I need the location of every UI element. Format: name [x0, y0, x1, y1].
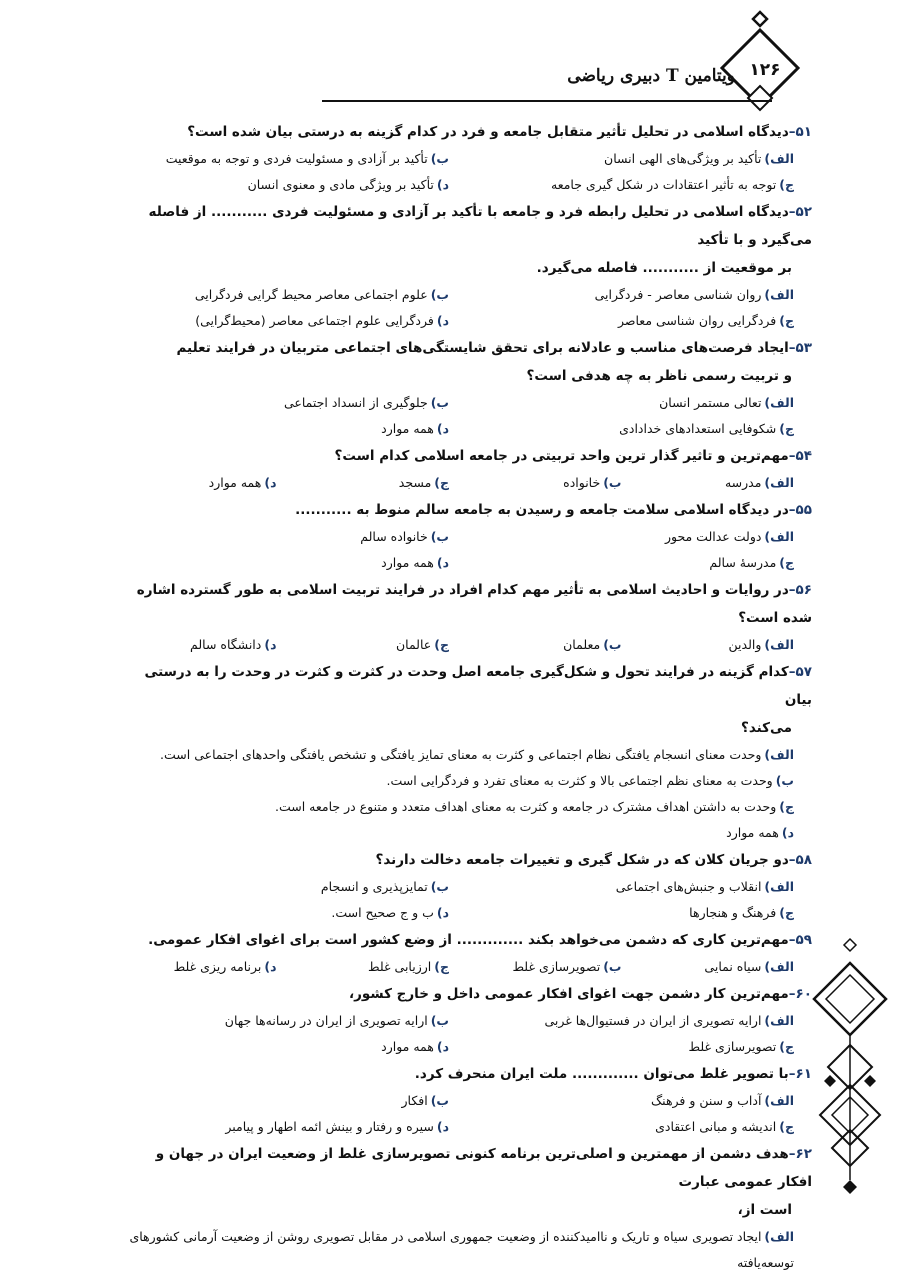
- option-label: ب): [603, 475, 622, 490]
- option-text: خانواده سالم: [360, 529, 428, 544]
- option-label: ج): [434, 475, 449, 490]
- option-label: ب): [603, 959, 622, 974]
- answer-option: [122, 900, 467, 926]
- page-header: [0, 0, 900, 110]
- option-text: وحدت به معنای نظم اجتماعی بالا و کثرت به معنای تفرد و فردگرایی است.: [386, 773, 773, 788]
- option-text: سیره و رفتار و بینش ائمه اطهار و پیامبر: [225, 1119, 434, 1134]
- answer-option: [467, 390, 812, 416]
- question-line: است از،: [737, 1202, 792, 1218]
- question-block: [122, 926, 812, 980]
- question-text: [122, 1060, 812, 1088]
- option-label: ج): [779, 177, 794, 192]
- option-label: ب): [603, 637, 622, 652]
- option-label: د): [436, 421, 449, 436]
- option-text: تأکید بر ویژگی مادی و معنوی انسان: [247, 177, 434, 192]
- question-number: ۵۴–: [788, 448, 812, 464]
- option-text: تصویرسازی غلط: [688, 1039, 777, 1054]
- question-line: می‌کند؟: [740, 720, 792, 736]
- option-label: الف): [764, 1013, 794, 1028]
- option-label: الف): [764, 637, 794, 652]
- answer-option: [122, 794, 812, 820]
- question-block: [122, 198, 812, 334]
- options-group: [122, 1224, 812, 1276]
- option-text: علوم اجتماعی معاصر محیط گرایی فردگرایی: [194, 287, 428, 302]
- option-text: مدرسهٔ سالم: [709, 555, 777, 570]
- option-text: عالمان: [395, 637, 432, 652]
- answer-option: [467, 550, 812, 576]
- option-text: همه موارد: [381, 1039, 434, 1054]
- options-group: [122, 1008, 812, 1060]
- question-line: در دیدگاه اسلامی سلامت جامعه و رسیدن به جامعه سالم منوط به ...........: [295, 502, 789, 518]
- options-group: [122, 874, 812, 926]
- page-number: ۱۲۶: [749, 60, 781, 80]
- answer-option: [467, 282, 812, 308]
- question-number: ۶۲–: [788, 1146, 812, 1162]
- question-line: مهم‌ترین و تاثیر گذار ترین واحد تربیتی در جامعه اسلامی کدام است؟: [334, 448, 789, 464]
- question-line: در روایات و احادیث اسلامی به تأثیر مهم کدام افراد در فرایند تربیت اسلامی به طور گسترده اشاره شده است؟: [136, 582, 812, 626]
- question-block: [122, 442, 812, 496]
- option-label: ج): [434, 959, 449, 974]
- answer-option: [640, 632, 813, 658]
- option-label: الف): [764, 959, 794, 974]
- question-number: ۵۷–: [788, 664, 812, 680]
- option-label: د): [264, 637, 277, 652]
- answer-option: [467, 1008, 812, 1034]
- option-label: الف): [764, 879, 794, 894]
- options-group: [122, 146, 812, 198]
- option-text: والدین: [728, 637, 762, 652]
- answer-option: [467, 954, 640, 980]
- answer-option: [122, 1088, 467, 1114]
- question-number: ۶۱–: [788, 1066, 812, 1082]
- option-label: د): [436, 1119, 449, 1134]
- option-text: فردگرایی علوم اجتماعی معاصر (محیط‌گرایی): [195, 313, 434, 328]
- option-text: وحدت معنای انسجام یافتگی نظام اجتماعی و کثرت به معنای تمایز یافتگی و تشخص یافتگی واحدهای اجتماعی است.: [160, 747, 762, 762]
- answer-option: [122, 172, 467, 198]
- option-label: الف): [764, 151, 794, 166]
- option-label: د): [264, 475, 277, 490]
- question-text: [122, 198, 812, 254]
- option-label: د): [781, 825, 794, 840]
- option-label: ج): [434, 637, 449, 652]
- option-text: شکوفایی استعدادهای خدادادی: [619, 421, 777, 436]
- answer-option: [122, 1114, 467, 1140]
- options-group: [122, 954, 812, 980]
- answer-option: [122, 954, 295, 980]
- options-group: [122, 632, 812, 658]
- answer-option: [122, 416, 467, 442]
- question-line: دیدگاه اسلامی در تحلیل تأثیر متقابل جامعه و فرد در کدام گزینه به درستی بیان شده است؟: [187, 124, 789, 140]
- option-text: وحدت به داشتن اهداف مشترک در جامعه و کثرت به معنای اهداف متعدد و متنوع در جامعه است.: [274, 799, 777, 814]
- question-line: مهم‌ترین کاری که دشمن می‌خواهد بکند ............. از وضع کشور است برای اغوای افکار عمومی.: [148, 932, 789, 948]
- option-text: خانواده: [563, 475, 601, 490]
- question-line: با تصویر غلط می‌توان ............. ملت ایران منحرف کرد.: [414, 1066, 789, 1082]
- option-label: ب): [775, 773, 794, 788]
- option-text: دولت عدالت محور: [664, 529, 762, 544]
- options-group: [122, 282, 812, 334]
- question-number: ۵۵–: [788, 502, 812, 518]
- option-text: همه موارد: [208, 475, 262, 490]
- option-label: ج): [779, 421, 794, 436]
- question-block: [122, 658, 812, 846]
- options-group: [122, 1088, 812, 1140]
- option-text: ب و ج صحیح است.: [331, 905, 434, 920]
- option-label: د): [436, 905, 449, 920]
- option-text: توجه به تأثیر اعتقادات در شکل گیری جامعه: [551, 177, 777, 192]
- option-text: ارزیابی غلط: [368, 959, 432, 974]
- question-text: [122, 846, 812, 874]
- options-group: [122, 524, 812, 576]
- option-label: د): [436, 313, 449, 328]
- option-label: ج): [779, 555, 794, 570]
- question-line: بر موقعیت از ........... فاصله می‌گیرد.: [536, 260, 792, 276]
- option-label: ج): [779, 1039, 794, 1054]
- option-text: ایجاد تصویری سیاه و تاریک و ناامیدکننده از وضعیت جمهوری اسلامی در مقابل تصویری روشن از وضعیت آرمانی کشورهای توسعه‌یافته: [129, 1229, 794, 1270]
- option-text: همه موارد: [381, 555, 434, 570]
- option-label: الف): [764, 287, 794, 302]
- question-text: [122, 658, 812, 714]
- option-label: ب): [430, 529, 449, 544]
- question-line: دو جریان کلان که در شکل گیری و تغییرات جامعه دخالت دارند؟: [375, 852, 789, 868]
- question-number: ۵۶–: [788, 582, 812, 598]
- option-label: ب): [430, 287, 449, 302]
- question-text: [122, 926, 812, 954]
- question-number: ۶۰–: [788, 986, 812, 1002]
- option-label: الف): [764, 395, 794, 410]
- option-label: ب): [430, 395, 449, 410]
- question-line: کدام گزینه در فرایند تحول و شکل‌گیری جامعه اصل وحدت در کثرت و کثرت در وحدت را به درستی بیان: [144, 664, 812, 708]
- answer-option: [467, 632, 640, 658]
- question-block: [122, 496, 812, 576]
- answer-option: [295, 470, 468, 496]
- option-label: د): [436, 555, 449, 570]
- answer-option: [467, 470, 640, 496]
- option-label: الف): [764, 1093, 794, 1108]
- answer-option: [122, 282, 467, 308]
- answer-option: [467, 146, 812, 172]
- answer-option: [122, 1224, 812, 1276]
- answer-option: [122, 820, 812, 846]
- option-text: معلمان: [563, 637, 601, 652]
- question-line: مهم‌ترین کار دشمن جهت اغوای افکار عمومی داخل و خارج کشور،: [348, 986, 789, 1002]
- question-block: [122, 576, 812, 658]
- question-line: ایجاد فرصت‌های مناسب و عادلانه برای تحقق شایستگی‌های اجتماعی متربیان در فرایند تعلیم: [176, 340, 789, 356]
- option-label: الف): [764, 475, 794, 490]
- option-label: الف): [764, 1229, 794, 1244]
- option-text: مدرسه: [724, 475, 762, 490]
- option-text: ارایه تصویری از ایران در رسانه‌ها جهان: [224, 1013, 428, 1028]
- question-text-continued: [122, 362, 812, 390]
- answer-option: [122, 632, 295, 658]
- option-label: د): [436, 1039, 449, 1054]
- answer-option: [467, 172, 812, 198]
- answer-option: [122, 1034, 467, 1060]
- options-group: [122, 470, 812, 496]
- question-text-continued: [122, 254, 812, 282]
- option-label: ب): [430, 1013, 449, 1028]
- option-label: الف): [764, 529, 794, 544]
- side-ornament-icon: [810, 935, 895, 1200]
- answer-option: [122, 1008, 467, 1034]
- answer-option: [467, 874, 812, 900]
- question-text: [122, 1140, 812, 1196]
- option-text: فرهنگ و هنجارها: [689, 905, 777, 920]
- question-line: هدف دشمن از مهمترین و اصلی‌ترین برنامه کنونی تصویرسازی غلط از وضعیت ایران در جهان و افکار عمومی عبارت: [155, 1146, 812, 1190]
- option-text: انقلاب و جنبش‌های اجتماعی: [615, 879, 762, 894]
- question-block: [122, 980, 812, 1060]
- options-group: [122, 390, 812, 442]
- question-number: ۵۲–: [788, 204, 812, 220]
- options-group: [122, 742, 812, 846]
- answer-option: [467, 416, 812, 442]
- answer-option: [122, 742, 812, 768]
- option-label: ج): [779, 905, 794, 920]
- option-text: تمایزپذیری و انسجام: [320, 879, 428, 894]
- answer-option: [122, 146, 467, 172]
- option-text: دانشگاه سالم: [190, 637, 262, 652]
- option-text: همه موارد: [381, 421, 434, 436]
- question-block: [122, 334, 812, 442]
- question-text: [122, 118, 812, 146]
- answer-option: [122, 768, 812, 794]
- question-block: [122, 1060, 812, 1140]
- header-rule: [322, 100, 772, 102]
- question-text: [122, 576, 812, 632]
- option-text: همه موارد: [726, 825, 779, 840]
- question-text: [122, 496, 812, 524]
- option-text: تأکید بر ویژگی‌های الهی انسان: [604, 151, 762, 166]
- answer-option: [122, 524, 467, 550]
- question-block: [122, 118, 812, 198]
- option-label: ب): [430, 1093, 449, 1108]
- question-line: و تربیت رسمی ناظر به چه هدفی است؟: [526, 368, 792, 384]
- answer-option: [467, 524, 812, 550]
- question-text: [122, 334, 812, 362]
- question-number: ۵۱–: [788, 124, 812, 140]
- option-text: تأکید بر آزادی و مسئولیت فردی و توجه به موقعیت: [165, 151, 428, 166]
- answer-option: [122, 470, 295, 496]
- question-text: [122, 980, 812, 1008]
- question-number: ۵۸–: [788, 852, 812, 868]
- answer-option: [122, 308, 467, 334]
- answer-option: [122, 550, 467, 576]
- book-title: ویتامین T دبیری ریاضی: [567, 66, 735, 86]
- question-list: [122, 118, 812, 1276]
- question-text-continued: [122, 1196, 812, 1224]
- option-label: ب): [430, 151, 449, 166]
- answer-option: [467, 1114, 812, 1140]
- option-text: فردگرایی روان شناسی معاصر: [617, 313, 777, 328]
- option-label: الف): [764, 747, 794, 762]
- answer-option: [467, 1034, 812, 1060]
- option-text: مسجد: [398, 475, 432, 490]
- question-block: [122, 846, 812, 926]
- option-label: د): [264, 959, 277, 974]
- option-text: افکار: [401, 1093, 428, 1108]
- question-line: دیدگاه اسلامی در تحلیل رابطه فرد و جامعه با تأکید بر آزادی و مسئولیت فردی ........... از فاصله می‌گیرد و با تأکید: [148, 204, 812, 248]
- option-text: جلوگیری از انسداد اجتماعی: [283, 395, 428, 410]
- option-text: تعالی مستمر انسان: [659, 395, 762, 410]
- question-number: ۵۳–: [788, 340, 812, 356]
- option-label: د): [436, 177, 449, 192]
- option-text: ارایه تصویری از ایران در فستیوال‌ها غربی: [544, 1013, 762, 1028]
- question-block: [122, 1140, 812, 1276]
- question-text-continued: [122, 714, 812, 742]
- option-label: ب): [430, 879, 449, 894]
- answer-option: [295, 632, 468, 658]
- question-text: [122, 442, 812, 470]
- option-text: تصویرسازی غلط: [512, 959, 601, 974]
- answer-option: [122, 874, 467, 900]
- answer-option: [122, 390, 467, 416]
- option-text: اندیشه و مبانی اعتقادی: [655, 1119, 777, 1134]
- answer-option: [295, 954, 468, 980]
- answer-option: [467, 1088, 812, 1114]
- option-label: ج): [779, 1119, 794, 1134]
- option-text: آداب و سنن و فرهنگ: [650, 1093, 762, 1108]
- answer-option: [640, 954, 813, 980]
- question-number: ۵۹–: [788, 932, 812, 948]
- answer-option: [467, 308, 812, 334]
- header-diamond-ornament-icon: [720, 0, 820, 115]
- option-text: برنامه ریزی غلط: [173, 959, 262, 974]
- option-label: ج): [779, 799, 794, 814]
- option-text: سیاه نمایی: [704, 959, 762, 974]
- answer-option: [467, 900, 812, 926]
- answer-option: [640, 470, 813, 496]
- option-label: ج): [779, 313, 794, 328]
- option-text: روان شناسی معاصر - فردگرایی: [594, 287, 762, 302]
